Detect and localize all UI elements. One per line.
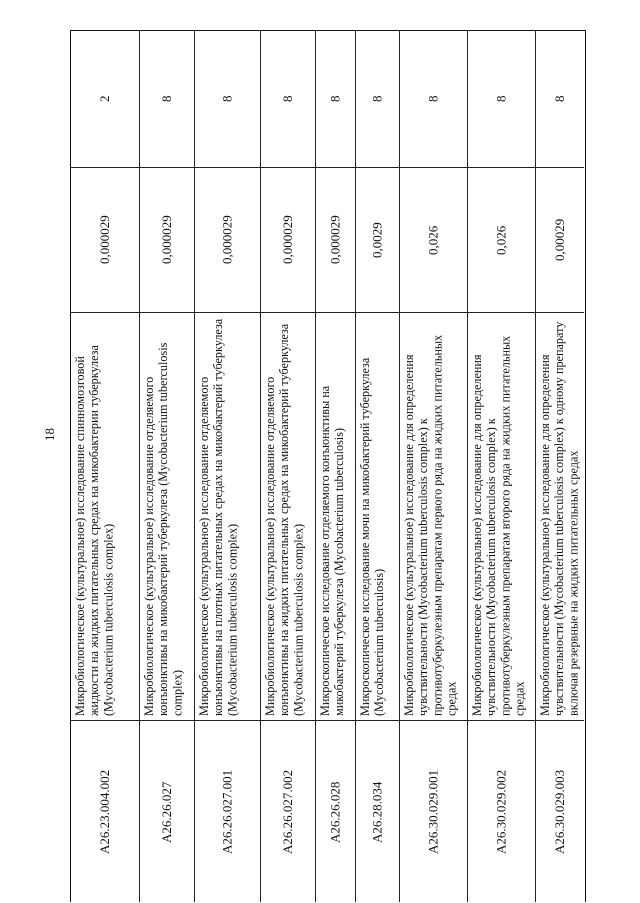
service-name-cell: Микробиологическое (культуральное) исследование отделяемого конъюнктивы на плотных питательных средах на микобактерий туберкулеза (Mycobacterium tuberculosis complex) (195, 312, 260, 720)
service-name-cell: Микробиологическое (культуральное) исследование для определения чувствительности (Mycobacterium tuberculosis complex) к одному препарату включая резервные на жидких питательных средах (536, 312, 584, 720)
service-name-cell: Микроскопическое исследование отделяемого конъюнктивы на микобактерий туберкулеза (Mycobacterium tuberculosis) (316, 312, 355, 720)
table-row (315, 31, 355, 902)
frequency-cell: 0,000029 (71, 167, 139, 312)
service-code-cell: A26.30.029.001 (400, 720, 467, 903)
page-number: 18 (42, 428, 57, 442)
table-row (535, 31, 584, 902)
quantity-cell: 8 (369, 95, 385, 103)
frequency-cell: 0,0029 (356, 167, 399, 312)
service-name-cell: Микробиологическое (культуральное) исследование отделяемого конъюнктивы на микобактерий туберкулеза (Mycobacterium tuberculosis complex) (140, 312, 194, 720)
services-table (70, 30, 586, 902)
service-name-cell: Микробиологическое (культуральное) исследование спинномозговой жидкости на жидких питательных средах на микобактерии туберкулеза (Mycobacterium tuberculosis complex) (71, 312, 139, 720)
service-code-cell: A26.30.029.003 (536, 720, 584, 903)
frequency-cell: 0,000029 (261, 167, 315, 312)
table-row (194, 31, 260, 902)
frequency-cell: 0,026 (400, 167, 467, 312)
service-code-cell: A26.26.027.002 (261, 720, 315, 903)
service-code-cell: A26.30.029.002 (468, 720, 535, 903)
service-name-cell: Микробиологическое (культуральное) исследование для определения чувствительности (Mycobacterium tuberculosis complex) к противотуберкулезным препаратам первого ряда на жидких питательных средах (400, 312, 467, 720)
frequency-cell: 0,000029 (140, 167, 194, 312)
table-row (260, 31, 315, 902)
frequency-cell: 0,00029 (536, 167, 584, 312)
quantity-cell: 8 (219, 95, 235, 103)
quantity-cell: 8 (327, 95, 343, 103)
quantity-cell: 8 (280, 95, 295, 103)
table-row (399, 31, 467, 902)
table-row (71, 31, 139, 902)
quantity-cell: 8 (552, 95, 567, 103)
frequency-cell: 0,000029 (195, 167, 260, 312)
frequency-cell: 0,000029 (316, 167, 355, 312)
table-row (355, 31, 399, 902)
service-code-cell: A26.26.027 (140, 720, 194, 903)
service-code-cell: A26.28.034 (356, 720, 399, 903)
service-code-cell: A26.26.027.001 (195, 720, 260, 903)
quantity-cell: 8 (425, 95, 441, 103)
service-name-cell: Микробиологическое (культуральное) исследование для определения чувствительности (Mycobacterium tuberculosis complex) к противотуберкулезным препаратам второго ряда на жидких питательных средах (468, 312, 535, 720)
service-code-cell: A26.23.004.002 (71, 720, 139, 903)
table-row (139, 31, 194, 902)
quantity-cell: 2 (97, 95, 112, 103)
service-name-cell: Микробиологическое (культуральное) исследование отделяемого конъюнктивы на жидких питательных средах на микобактерий туберкулеза (Mycobacterium tuberculosis complex) (261, 312, 315, 720)
service-name-cell: Микроскопическое исследование мочи на микобактерий туберкулеза (Mycobacterium tuberculosis) (356, 312, 399, 720)
quantity-cell: 8 (493, 95, 509, 103)
service-code-cell: A26.26.028 (316, 720, 355, 903)
quantity-cell: 8 (159, 95, 174, 103)
frequency-cell: 0,026 (468, 167, 535, 312)
table-row (467, 31, 535, 902)
